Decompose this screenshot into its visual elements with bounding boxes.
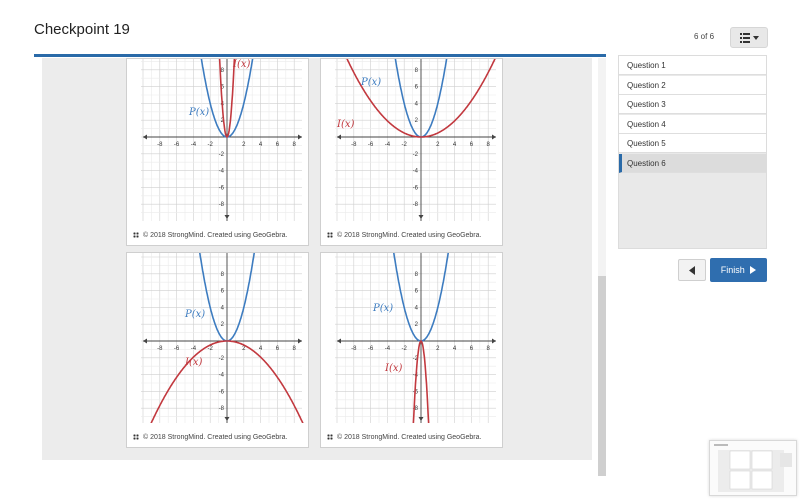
- question-list-item[interactable]: Question 1: [619, 56, 766, 75]
- y-tick-label: 4: [220, 101, 224, 108]
- x-tick-label: -4: [384, 142, 391, 148]
- x-tick-label: -2: [401, 142, 407, 148]
- y-tick-label: -6: [412, 389, 418, 396]
- graph-caption: [327, 232, 481, 239]
- x-tick-label: -6: [173, 142, 180, 148]
- y-tick-label: -2: [218, 151, 224, 158]
- x-tick-label: 2: [436, 346, 440, 352]
- question-list-toggle-button[interactable]: [730, 27, 768, 48]
- x-tick-label: 8: [486, 346, 490, 352]
- y-tick-label: 8: [220, 271, 224, 278]
- i-curve-label: I(x): [385, 363, 403, 374]
- x-tick-label: 6: [275, 142, 280, 148]
- x-tick-label: 6: [469, 142, 474, 148]
- p-curve-label: P(x): [189, 107, 210, 118]
- y-tick-label: 4: [414, 101, 418, 108]
- y-tick-label: 2: [220, 322, 224, 329]
- x-tick-label: 2: [242, 346, 246, 352]
- drag-handle-icon: [133, 232, 139, 238]
- previous-button[interactable]: [678, 259, 706, 281]
- graph-plot: [127, 59, 308, 221]
- header-divider: [34, 54, 606, 57]
- x-tick-label: -6: [173, 346, 180, 352]
- x-tick-label: -8: [157, 142, 163, 148]
- y-tick-label: -2: [412, 355, 418, 362]
- drag-handle-icon: [133, 434, 139, 440]
- question-counter: 6 of 6: [694, 32, 715, 41]
- p-curve-label: P(x): [373, 303, 394, 314]
- y-tick-label: 6: [414, 84, 418, 91]
- x-tick-label: 4: [452, 346, 457, 352]
- finish-button[interactable]: [710, 258, 767, 282]
- graph-plot: [321, 59, 502, 221]
- question-list-panel: [618, 55, 767, 249]
- y-tick-label: -4: [218, 372, 224, 379]
- y-tick-label: -8: [218, 202, 224, 209]
- x-tick-label: 2: [242, 142, 246, 148]
- x-tick-label: -2: [207, 346, 213, 352]
- y-tick-label: 6: [414, 288, 418, 295]
- x-tick-label: -8: [351, 142, 357, 148]
- x-tick-label: 8: [292, 346, 296, 352]
- i-curve-label: I(x): [337, 119, 355, 130]
- page-thumbnail[interactable]: [709, 440, 797, 496]
- x-tick-label: -8: [351, 346, 357, 352]
- x-tick-label: -6: [367, 346, 374, 352]
- caption-text: © 2018 StrongMind. Created using GeoGebra.: [337, 232, 482, 239]
- y-tick-label: -6: [412, 185, 418, 192]
- y-tick-label: 8: [414, 67, 418, 74]
- triangle-right-icon: [750, 266, 756, 274]
- x-tick-label: 8: [486, 142, 490, 148]
- graph-card-a[interactable]: [126, 58, 309, 246]
- i-curve-label: I(x): [233, 59, 251, 70]
- y-tick-label: 2: [220, 118, 224, 125]
- graph-plot: [127, 253, 308, 423]
- y-tick-label: -6: [218, 389, 224, 396]
- x-tick-label: 4: [258, 346, 263, 352]
- question-list-item[interactable]: Question 5: [619, 134, 766, 153]
- y-tick-label: -2: [412, 151, 418, 158]
- x-tick-label: 8: [292, 142, 296, 148]
- thumbnail-preview: [710, 441, 796, 495]
- question-list-item[interactable]: Question 3: [619, 95, 766, 114]
- x-tick-label: 2: [436, 142, 440, 148]
- x-tick-label: -6: [367, 142, 374, 148]
- question-list-item[interactable]: Question 4: [619, 115, 766, 134]
- y-tick-label: -4: [412, 372, 418, 379]
- i-curve-label: I(x): [185, 357, 203, 368]
- p-curve-label: P(x): [361, 77, 382, 88]
- content-scrollbar-thumb[interactable]: [598, 276, 606, 476]
- caption-text: © 2018 StrongMind. Created using GeoGebra.: [337, 434, 482, 441]
- x-tick-label: 4: [258, 142, 263, 148]
- y-tick-label: -4: [412, 168, 418, 175]
- x-tick-label: -2: [207, 142, 213, 148]
- y-tick-label: 8: [414, 271, 418, 278]
- y-tick-label: 4: [414, 305, 418, 312]
- page-title: Checkpoint 19: [34, 21, 130, 38]
- question-list-item[interactable]: Question 6: [619, 154, 766, 173]
- graph-card-d[interactable]: [320, 252, 503, 448]
- y-tick-label: 4: [220, 305, 224, 312]
- graph-card-c[interactable]: [126, 252, 309, 448]
- y-tick-label: 8: [220, 67, 224, 74]
- drag-handle-icon: [327, 232, 333, 238]
- graph-plot: [321, 253, 502, 423]
- question-list-item[interactable]: Question 2: [619, 76, 766, 95]
- finish-label: Finish: [720, 265, 745, 275]
- y-tick-label: -8: [412, 406, 418, 413]
- graph-card-b[interactable]: [320, 58, 503, 246]
- caption-text: © 2018 StrongMind. Created using GeoGebra.: [143, 434, 288, 441]
- y-tick-label: -2: [218, 355, 224, 362]
- y-tick-label: -4: [218, 168, 224, 175]
- graph-caption: [327, 434, 481, 441]
- y-tick-label: 2: [414, 118, 418, 125]
- x-tick-label: -4: [190, 142, 197, 148]
- y-tick-label: 6: [220, 84, 224, 91]
- y-tick-label: -6: [218, 185, 224, 192]
- graph-caption: [133, 232, 287, 239]
- x-tick-label: -8: [157, 346, 163, 352]
- x-tick-label: 6: [469, 346, 474, 352]
- drag-handle-icon: [327, 434, 333, 440]
- y-tick-label: 2: [414, 322, 418, 329]
- list-dropdown-icon: [740, 33, 760, 43]
- x-tick-label: -2: [401, 346, 407, 352]
- y-tick-label: -8: [218, 406, 224, 413]
- x-tick-label: 6: [275, 346, 280, 352]
- triangle-left-icon: [689, 266, 696, 275]
- x-tick-label: -4: [384, 346, 391, 352]
- x-tick-label: -4: [190, 346, 197, 352]
- x-tick-label: 4: [452, 142, 457, 148]
- p-curve-label: P(x): [185, 309, 206, 320]
- caption-text: © 2018 StrongMind. Created using GeoGebra.: [143, 232, 288, 239]
- y-tick-label: -8: [412, 202, 418, 209]
- graph-caption: [133, 434, 287, 441]
- y-tick-label: 6: [220, 288, 224, 295]
- question-content: [42, 58, 592, 460]
